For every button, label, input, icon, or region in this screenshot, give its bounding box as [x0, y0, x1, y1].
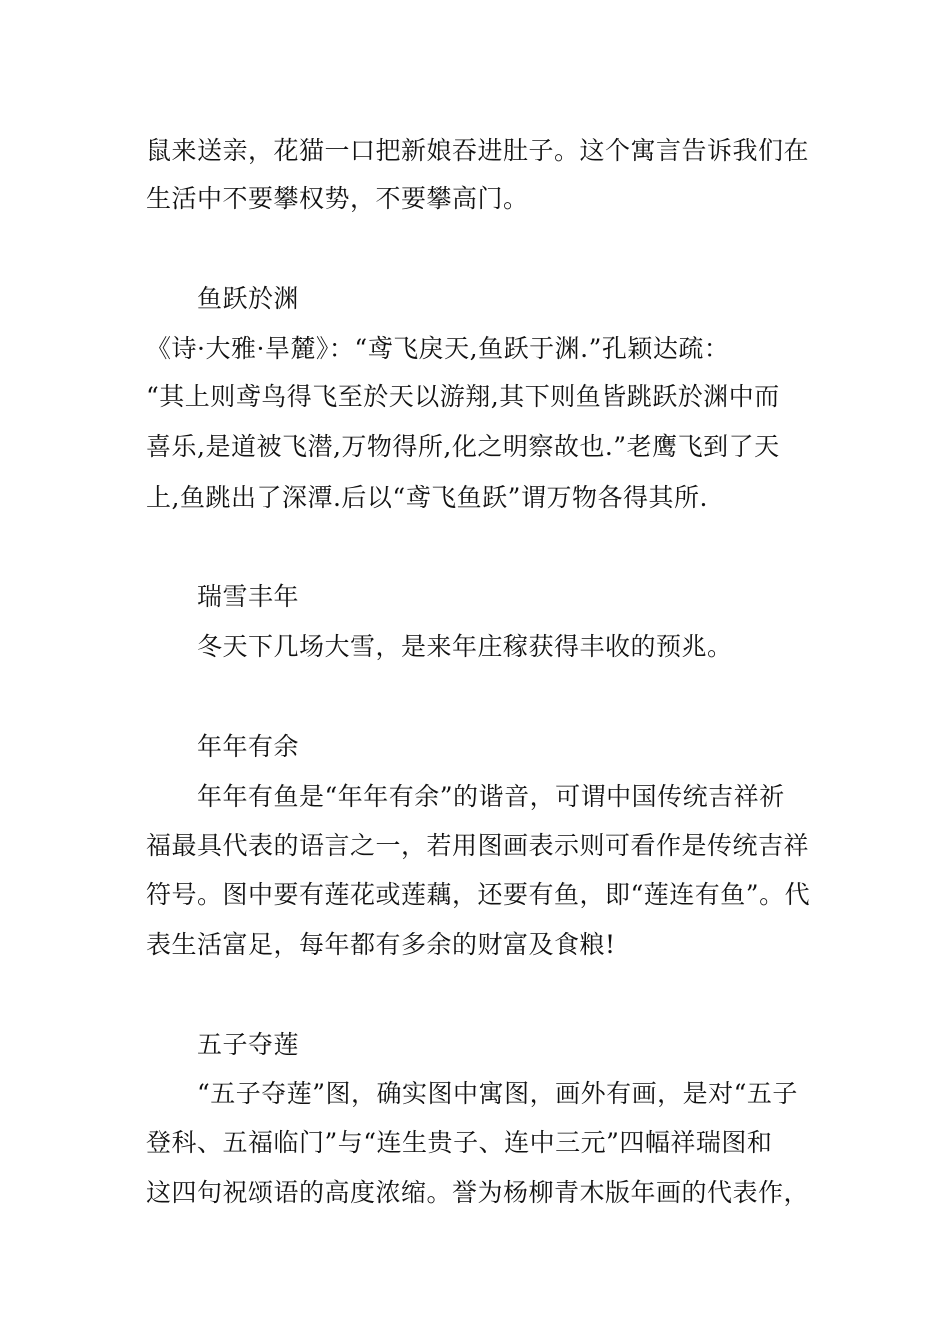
paragraph-line: “五子夺莲”图，确实图中寓图，画外有画，是对“五子	[197, 1079, 798, 1108]
paragraph-line: 登科、五福临门”与“连生贵子、连中三元”四幅祥瑞图和	[146, 1128, 773, 1157]
paragraph-line: 冬天下几场大雪，是来年庄稼获得丰收的预兆。	[197, 632, 733, 661]
section-heading: 瑞雪丰年	[197, 582, 300, 611]
paragraph-line: 符号。图中要有莲花或莲藕，还要有鱼，即“莲连有鱼”。代	[146, 880, 811, 909]
section-heading: 年年有余	[197, 732, 300, 761]
section-heading: 五子夺莲	[197, 1030, 300, 1059]
paragraph-line: 生活中不要攀权势，不要攀高门。	[146, 184, 529, 213]
paragraph-line: 《诗·大雅·旱麓》：“鸢飞戾天,鱼跃于渊.”孔颖达疏：	[146, 334, 730, 363]
paragraph-line: 这四句祝颂语的高度浓缩。誉为杨柳青木版年画的代表作，	[146, 1178, 810, 1207]
paragraph-line: 年年有鱼是“年年有余”的谐音，可谓中国传统吉祥祈	[197, 782, 785, 811]
paragraph-line: 鼠来送亲，花猫一口把新娘吞进肚子。这个寓言告诉我们在	[146, 136, 810, 165]
section-heading: 鱼跃於渊	[197, 284, 300, 313]
paragraph-line: “其上则鸢鸟得飞至於天以游翔,其下则鱼皆跳跃於渊中而	[146, 382, 780, 411]
paragraph-line: 福最具代表的语言之一，若用图画表示则可看作是传统吉祥	[146, 831, 810, 860]
paragraph-line: 上,鱼跳出了深潭.后以“鸢飞鱼跃”谓万物各得其所.	[146, 483, 708, 512]
paragraph-line: 表生活富足，每年都有多余的财富及食粮!	[146, 930, 616, 959]
paragraph-line: 喜乐,是道被飞潜,万物得所,化之明察故也.”老鹰飞到了天	[146, 432, 780, 461]
